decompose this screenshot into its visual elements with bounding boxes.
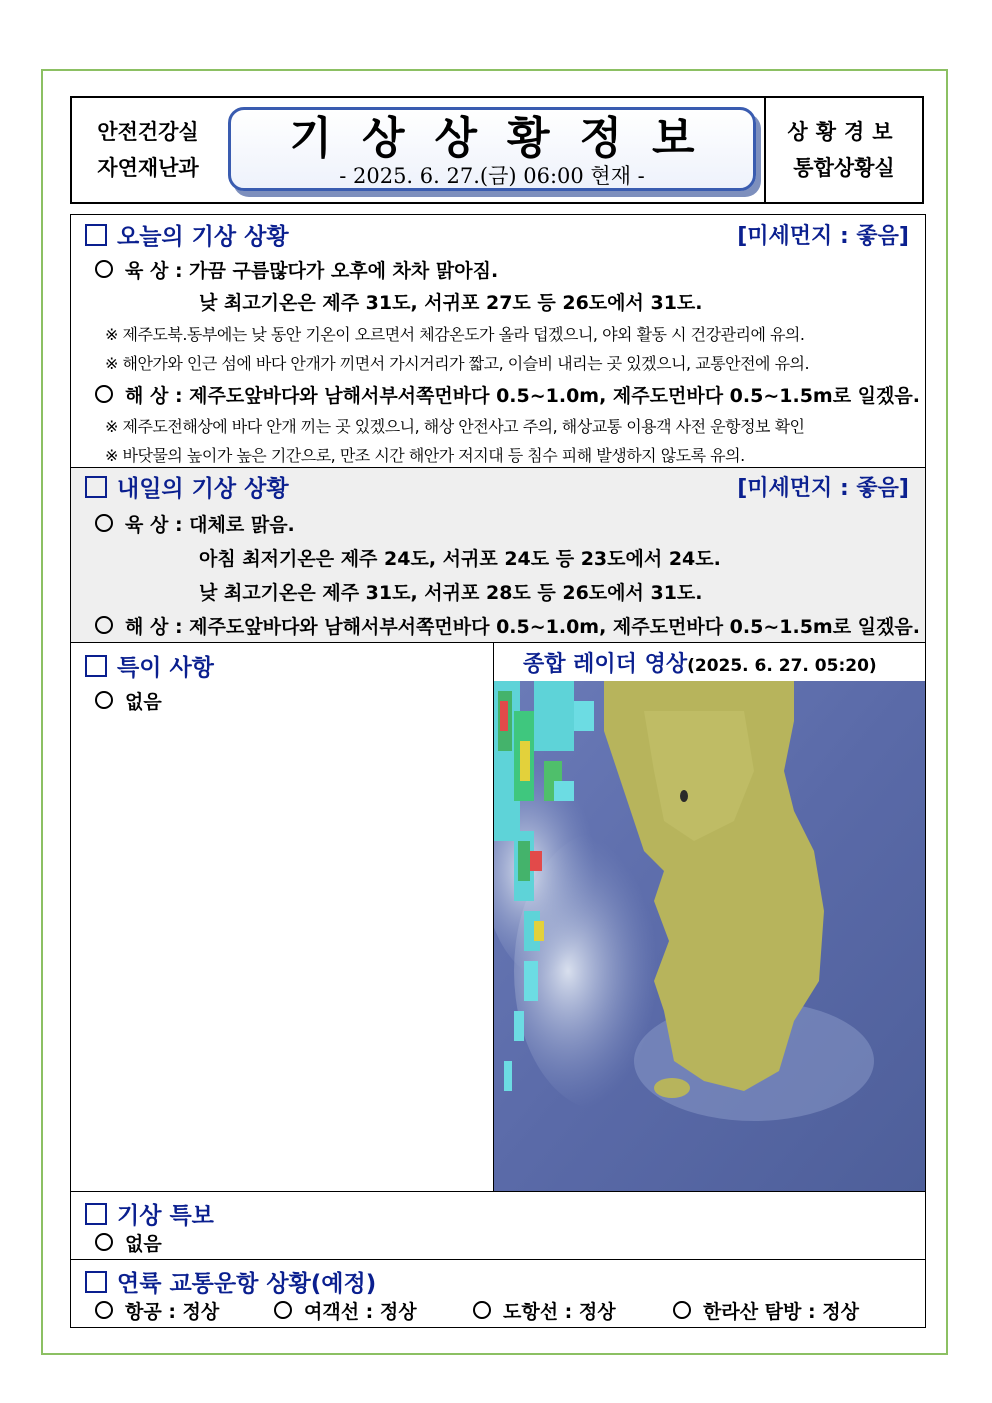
- circle-bullet-icon: [95, 385, 113, 403]
- traffic-item-air: 항공 : 정상: [95, 1297, 219, 1324]
- tomorrow-heading: 내일의 기상 상황: [85, 470, 289, 503]
- warning-item: 없음: [95, 1229, 162, 1256]
- circle-bullet-icon: [473, 1301, 491, 1319]
- today-section: [71, 215, 925, 465]
- header: [70, 96, 924, 204]
- traffic-heading: 연륙 교통운항 상황(예정): [85, 1265, 376, 1298]
- tomorrow-sea: 해 상 : 제주도앞바다와 남해서부서쪽먼바다 0.5~1.0m, 제주도먼바다 0.5~1.5m로 일겠음.: [95, 612, 920, 639]
- title-box: [228, 107, 756, 191]
- traffic-item-hallasan: 한라산 탐방 : 정상: [673, 1297, 859, 1324]
- checkbox-icon: [85, 1203, 107, 1225]
- checkbox-icon: [85, 1271, 107, 1293]
- today-heading: 오늘의 기상 상황: [85, 218, 289, 251]
- today-land: 육 상 : 가끔 구름많다가 오후에 차차 맑아짐.: [95, 256, 498, 283]
- office-line-1: 상황경보: [787, 120, 901, 144]
- checkbox-icon: [85, 224, 107, 246]
- department-label: [72, 98, 224, 202]
- circle-bullet-icon: [95, 1301, 113, 1319]
- circle-bullet-icon: [95, 514, 113, 532]
- today-fine-dust: [미세먼지 : 좋음]: [737, 224, 909, 249]
- today-note-1: ※ 제주도북.동부에는 낮 동안 기온이 오르면서 체감온도가 올라 덥겠으니, 야외 활동 시 건강관리에 유의.: [105, 325, 805, 344]
- circle-bullet-icon: [95, 691, 113, 709]
- department-line-1: 안전건강실: [97, 120, 199, 144]
- today-land-temp: 낮 최고기온은 제주 31도, 서귀포 27도 등 26도에서 31도.: [199, 292, 703, 314]
- tomorrow-land-max: 낮 최고기온은 제주 31도, 서귀포 28도 등 26도에서 31도.: [199, 582, 703, 604]
- today-note-2: ※ 해안가와 인근 섬에 바다 안개가 끼면서 가시거리가 짧고, 이슬비 내리는 곳 있겠으니, 교통안전에 유의.: [105, 354, 810, 373]
- page-title: 기상상황정보: [289, 113, 725, 164]
- report-datetime: - 2025. 6. 27.(금) 06:00 현재 -: [339, 164, 645, 188]
- traffic-item-island-ferry: 도항선 : 정상: [473, 1297, 616, 1324]
- divider: [71, 1259, 925, 1260]
- divider: [71, 642, 925, 643]
- circle-bullet-icon: [95, 1233, 113, 1251]
- circle-bullet-icon: [274, 1301, 292, 1319]
- tomorrow-land-min: 아침 최저기온은 제주 24도, 서귀포 24도 등 23도에서 24도.: [199, 548, 721, 570]
- traffic-item-ferry: 여객선 : 정상: [274, 1297, 417, 1324]
- office-line-2: 통합상황실: [793, 156, 895, 180]
- department-line-2: 자연재난과: [97, 156, 199, 180]
- circle-bullet-icon: [95, 260, 113, 278]
- radar-image: [494, 681, 925, 1191]
- special-heading: 특이 사항: [85, 649, 214, 682]
- divider: [71, 1191, 925, 1192]
- today-sea: 해 상 : 제주도앞바다와 남해서부서쪽먼바다 0.5~1.0m, 제주도먼바다 0.5~1.5m로 일겠음.: [95, 381, 920, 408]
- warning-heading: 기상 특보: [85, 1197, 214, 1230]
- radar-heading: 종합 레이더 영상(2025. 6. 27. 05:20): [523, 652, 877, 677]
- special-item: 없음: [95, 687, 162, 714]
- circle-bullet-icon: [95, 616, 113, 634]
- circle-bullet-icon: [673, 1301, 691, 1319]
- today-note-4: ※ 바닷물의 높이가 높은 기간으로, 만조 시간 해안가 저지대 등 침수 피해 발생하지 않도록 유의.: [105, 446, 745, 465]
- radar-map: [494, 681, 925, 1191]
- tomorrow-section: [71, 468, 925, 642]
- tomorrow-fine-dust: [미세먼지 : 좋음]: [737, 476, 909, 501]
- report-body: [70, 214, 926, 1328]
- checkbox-icon: [85, 655, 107, 677]
- today-note-3: ※ 제주도전해상에 바다 안개 끼는 곳 있겠으니, 해상 안전사고 주의, 해상교통 이용객 사전 운항정보 확인: [105, 417, 805, 436]
- checkbox-icon: [85, 476, 107, 498]
- tomorrow-land: 육 상 : 대체로 맑음.: [95, 510, 295, 537]
- office-label: [764, 98, 922, 202]
